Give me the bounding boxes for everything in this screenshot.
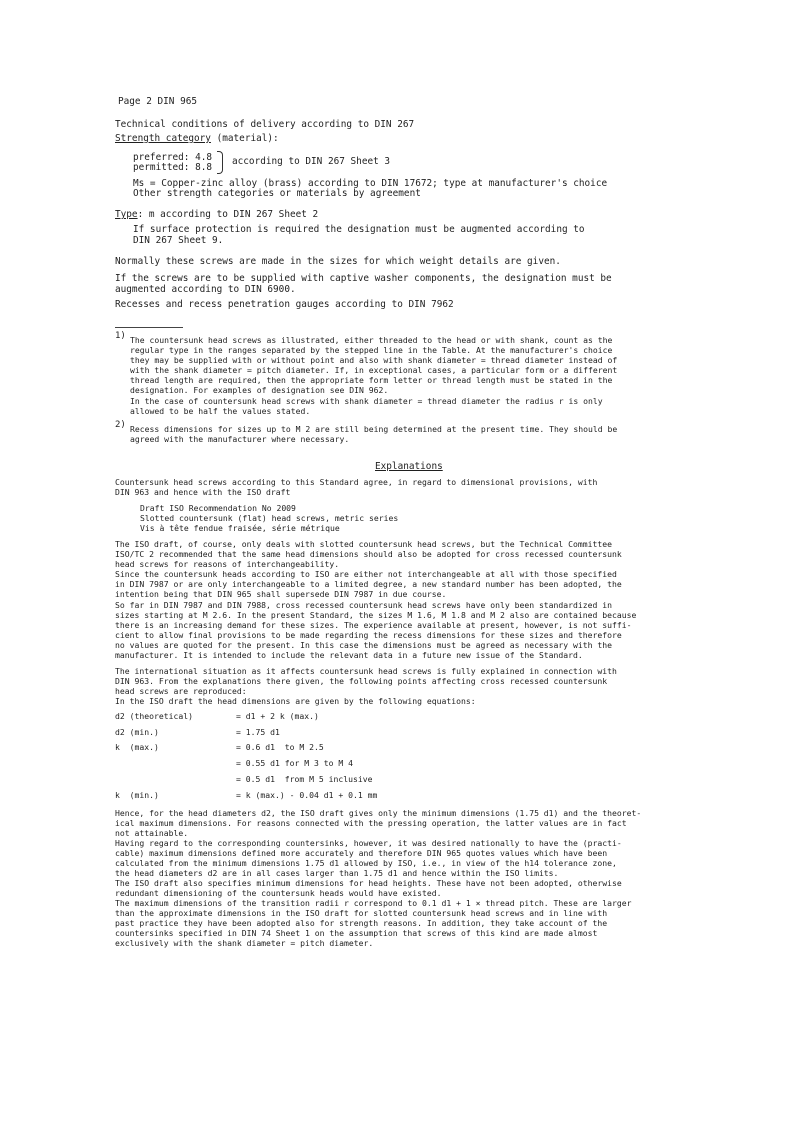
paragraph-line: in DIN 7987 or are only interchangeable to a limited degree, a new standard number has been adopted, the xyxy=(115,579,622,589)
captive-line-2: augmented according to DIN 6900. xyxy=(115,284,296,295)
paragraph-line: redundant dimensioning of the countersunk heads would have existed. xyxy=(115,888,442,898)
draft-line-2: Slotted countersunk (flat) head screws, metric series xyxy=(140,513,399,523)
paragraph-line: not attainable. xyxy=(115,828,189,838)
footnote-line: allowed to be half the values stated. xyxy=(130,406,311,416)
paragraph-line: the head diameters d2 are in all cases larger than 1.75 d1 and hence within the ISO limits. xyxy=(115,868,559,878)
draft-line-1: Draft ISO Recommendation No 2009 xyxy=(140,503,296,513)
paragraph-line: there is an increasing demand for these sizes. The experience available at present, however, is not suffi- xyxy=(115,620,632,630)
equation-lhs: k (min.) xyxy=(115,790,159,800)
explanations-heading: Explanations xyxy=(375,461,443,472)
paragraph-line: calculated from the minimum dimensions 1.75 d1 allowed by ISO, i.e., in view of the h14 tolerance zone, xyxy=(115,858,617,868)
equation-rhs: = 1.75 d1 xyxy=(236,727,280,737)
paragraph-line: countersinks specified in DIN 74 Sheet 1 on the assumption that screws of this kind are made almost xyxy=(115,928,598,938)
intro-line-1: Countersunk head screws according to this Standard agree, in regard to dimensional provisions, with xyxy=(115,477,598,487)
equation-lhs: d2 (theoretical) xyxy=(115,711,193,721)
paragraph-line: The international situation as it affects countersunk head screws is fully explained in connection with xyxy=(115,666,617,676)
surface-line-1: If surface protection is required the designation must be augmented according to xyxy=(133,224,585,235)
footnote-line: designation. For examples of designation see DIN 962. xyxy=(130,385,389,395)
equation-lhs: k (max.) xyxy=(115,742,159,752)
paragraph-line: sizes starting at M 2.6. In the present Standard, the sizes M 1.6, M 1.8 and M 2 also are contained because xyxy=(115,610,637,620)
bracket xyxy=(217,151,223,174)
material-line-1: Ms = Copper-zinc alloy (brass) according to DIN 17672; type at manufacturer's choice xyxy=(133,178,608,189)
recesses-line: Recesses and recess penetration gauges according to DIN 7962 xyxy=(115,299,454,310)
paragraph-line: Hence, for the head diameters d2, the ISO draft gives only the minimum dimensions (1.75 d1) and the theoret- xyxy=(115,808,642,818)
paragraph-line: ISO/TC 2 recommended that the same head dimensions should also be adopted for cross recessed countersunk xyxy=(115,549,622,559)
paragraph-line: past practice they have been adopted also for strength reasons. In addition, they take account of the xyxy=(115,918,608,928)
paragraph-line: Since the countersunk heads according to ISO are either not interchangeable at all with those specified xyxy=(115,569,617,579)
paragraph-line: head screws for reasons of interchangeability. xyxy=(115,559,340,569)
paragraph-line: So far in DIN 7987 and DIN 7988, cross recessed countersunk head screws have only been standardized in xyxy=(115,600,613,610)
equation-rhs: = 0.55 d1 for M 3 to M 4 xyxy=(236,758,353,768)
surface-line-2: DIN 267 Sheet 9. xyxy=(133,235,224,246)
intro-line-2: DIN 963 and hence with the ISO draft xyxy=(115,487,291,497)
footnote-2-marker: 2) xyxy=(115,420,126,430)
paragraph-line: ical maximum dimensions. For reasons connected with the pressing operation, the latter values are in fact xyxy=(115,818,627,828)
paragraph-line: head screws are reproduced: xyxy=(115,686,247,696)
equation-rhs: = k (max.) - 0.04 d1 + 0.1 mm xyxy=(236,790,378,800)
captive-line-1: If the screws are to be supplied with captive washer components, the designation must be xyxy=(115,273,612,284)
type-suffix: : m according to DIN 267 Sheet 2 xyxy=(137,209,319,220)
equation-rhs: = 0.5 d1 from M 5 inclusive xyxy=(236,774,373,784)
footnote-line: The countersunk head screws as illustrated, either threaded to the head or with shank, count as the xyxy=(130,335,613,345)
conditions-title: Technical conditions of delivery according to DIN 267 xyxy=(115,119,415,130)
paragraph-line: The maximum dimensions of the transition radii r correspond to 0.1 d1 + 1 × thread pitch. These are larger xyxy=(115,898,632,908)
normally-line: Normally these screws are made in the sizes for which weight details are given. xyxy=(115,256,561,267)
equation-lhs: d2 (min.) xyxy=(115,727,159,737)
strength-permitted: permitted: 8.8 xyxy=(133,162,213,173)
footnote-line: they may be supplied with or without point and also with shank diameter = thread diameter instead of xyxy=(130,355,618,365)
page-reference: Page 2 DIN 965 xyxy=(118,96,198,107)
material-line-2: Other strength categories or materials by agreement xyxy=(133,188,421,199)
footnote-line: Recess dimensions for sizes up to M 2 are still being determined at the present time. They should be xyxy=(130,424,618,434)
strength-category-line xyxy=(115,133,279,144)
paragraph-line: DIN 963. From the explanations there given, the following points affecting cross recessed countersunk xyxy=(115,676,608,686)
footnote-line: regular type in the ranges separated by the stepped line in the Table. At the manufacturer's choice xyxy=(130,345,613,355)
footnote-line: In the case of countersunk head screws with shank diameter = thread diameter the radius r is only xyxy=(130,396,603,406)
type-label: Type xyxy=(115,209,138,220)
paragraph-line: The ISO draft, of course, only deals with slotted countersunk head screws, but the Technical Committee xyxy=(115,539,613,549)
paragraph-line: cable) maximum dimensions defined more accurately and therefore DIN 965 quotes values which have been xyxy=(115,848,608,858)
strength-preferred: preferred: 4.8 xyxy=(133,152,213,163)
paragraph-line: than the approximate dimensions in the ISO draft for slotted countersunk head screws and in line with xyxy=(115,908,608,918)
type-line xyxy=(115,209,318,220)
paragraph-line: manufacturer. It is intended to include the relevant data in a future new issue of the Standard. xyxy=(115,650,583,660)
equation-rhs: = 0.6 d1 to M 2.5 xyxy=(236,742,324,752)
footnote-rule xyxy=(115,327,183,328)
equation-rhs: = d1 + 2 k (max.) xyxy=(236,711,319,721)
draft-line-3: Vis à tête fendue fraisée, série métrique xyxy=(140,523,340,533)
paragraph-line: exclusively with the shank diameter = pitch diameter. xyxy=(115,938,374,948)
paragraph-line: The ISO draft also specifies minimum dimensions for head heights. These have not been adopted, otherwise xyxy=(115,878,622,888)
footnote-line: thread length are required, then the appropriate form letter or thread length must be stated in the xyxy=(130,375,613,385)
footnote-line: with the shank diameter = pitch diameter. If, in exceptional cases, a particular form or a different xyxy=(130,365,618,375)
paragraph-line: intention being that DIN 965 shall supersede DIN 7987 in due course. xyxy=(115,589,447,599)
footnote-line: agreed with the manufacturer where necessary. xyxy=(130,434,350,444)
footnote-1-marker: 1) xyxy=(115,331,126,341)
brace-text: according to DIN 267 Sheet 3 xyxy=(232,156,391,167)
paragraph-line: no values are quoted for the present. In this case the dimensions must be agreed as necessary with the xyxy=(115,640,613,650)
paragraph-line: Having regard to the corresponding countersinks, however, it was desired nationally to have the (practi- xyxy=(115,838,622,848)
strength-category-label: Strength category xyxy=(115,133,211,144)
paragraph-line: In the ISO draft the head dimensions are given by the following equations: xyxy=(115,696,476,706)
strength-category-suffix: (material): xyxy=(210,133,279,144)
paragraph-line: cient to allow final provisions to be made regarding the recess dimensions for these sizes and therefore xyxy=(115,630,622,640)
